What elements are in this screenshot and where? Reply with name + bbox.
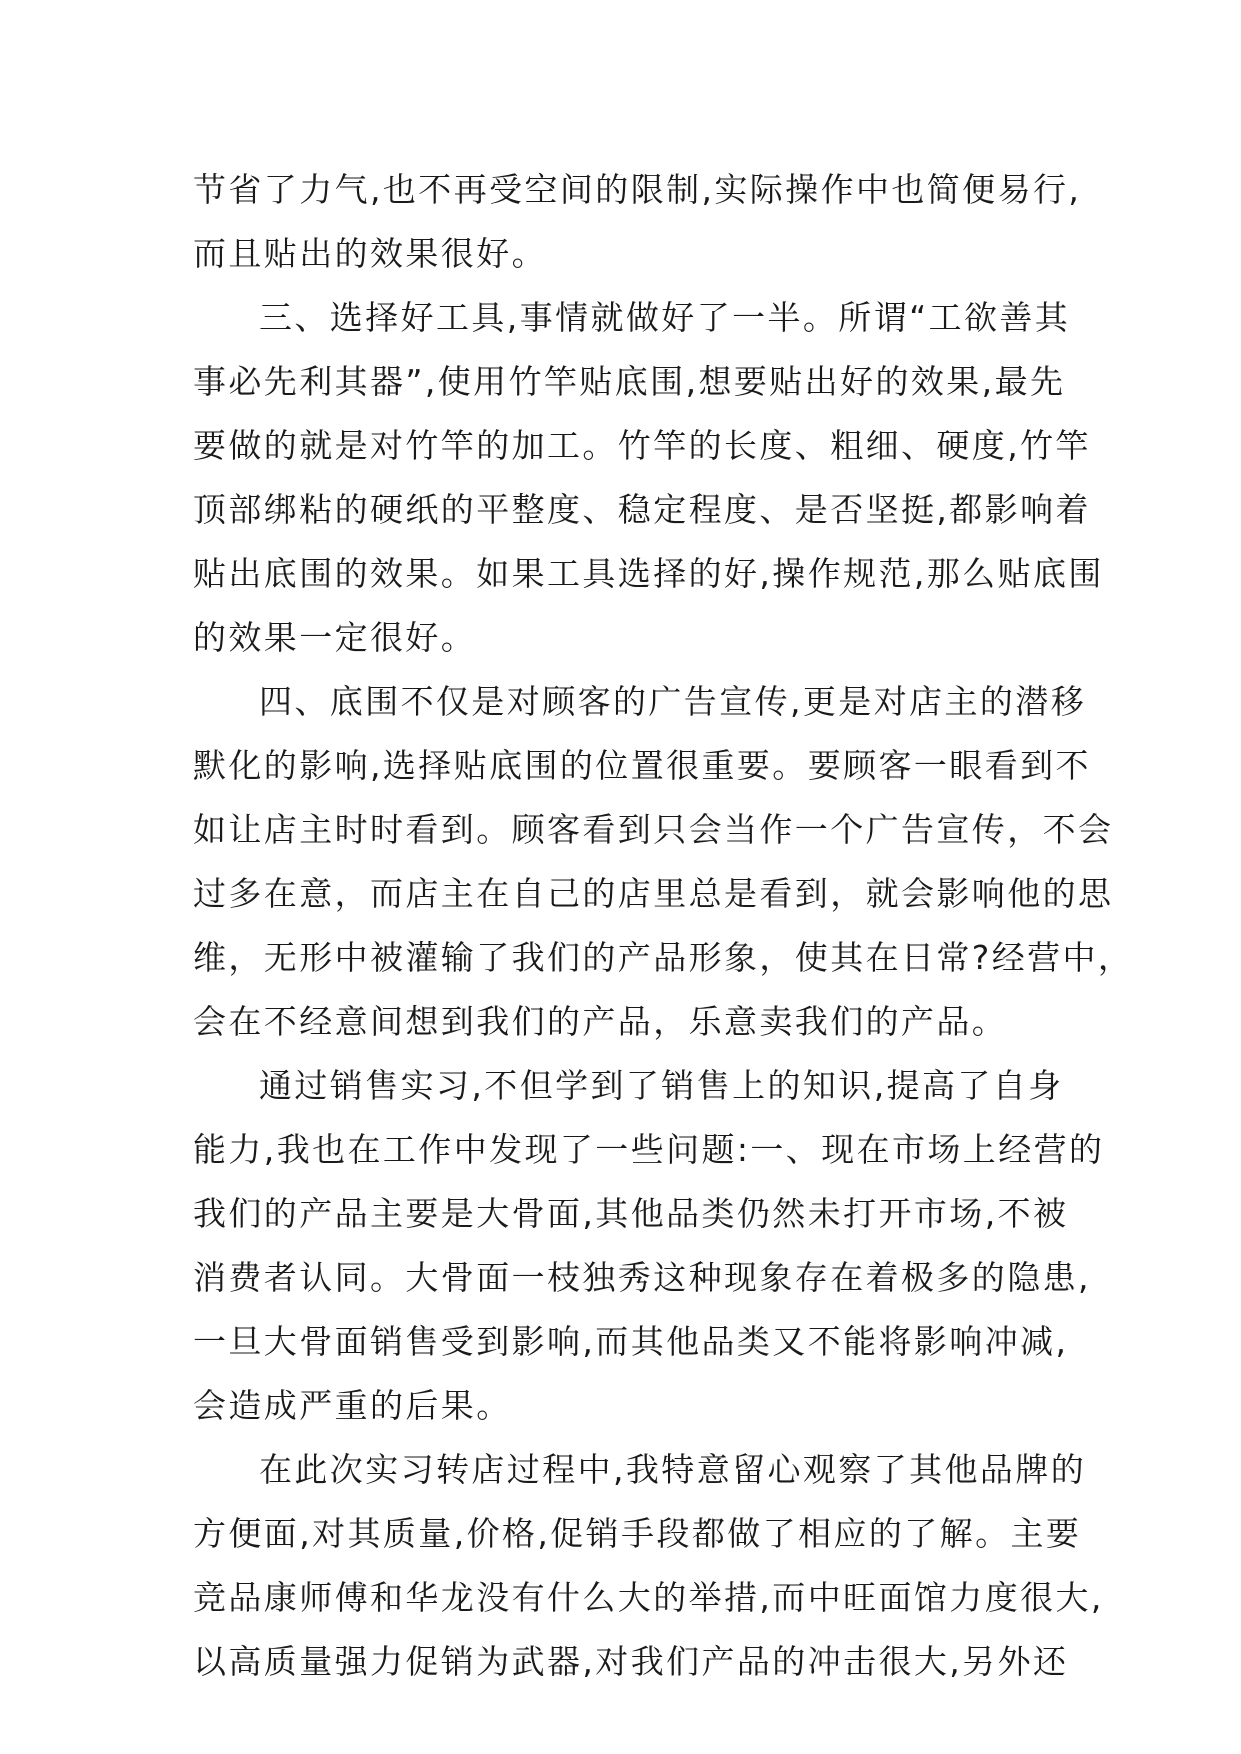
- text-line: 的效果一定很好。: [193, 618, 477, 657]
- text-line: 默化的影响,选择贴底围的位置很重要。要顾客一眼看到不: [193, 746, 1091, 785]
- text-line: 贴出底围的效果。如果工具选择的好,操作规范,那么贴底围: [193, 554, 1104, 593]
- text-line: 顶部绑粘的硬纸的平整度、稳定程度、是否坚挺,都影响着: [193, 490, 1091, 529]
- text-line: 方便面,对其质量,价格,促销手段都做了相应的了解。主要: [193, 1514, 1082, 1553]
- text-line: 过多在意，而店主在自己的店里总是看到，就会影响他的思: [193, 874, 1114, 913]
- paragraph-start-line: 三、选择好工具,事情就做好了一半。所谓“工欲善其: [259, 298, 1071, 337]
- text-line: 竞品康师傅和华龙没有什么大的举措,而中旺面馆力度很大,: [193, 1578, 1104, 1617]
- text-line: 如让店主时时看到。顾客看到只会当作一个广告宣传，不会: [193, 810, 1114, 849]
- text-line: 会造成严重的后果。: [193, 1386, 512, 1425]
- text-line: 节省了力气,也不再受空间的限制,实际操作中也简便易行,: [193, 170, 1082, 209]
- paragraph-start-line: 通过销售实习,不但学到了销售上的知识,提高了自身: [259, 1066, 1064, 1105]
- text-line: 事必先利其器”,使用竹竿贴底围,想要贴出好的效果,最先: [193, 362, 1066, 401]
- text-line: 要做的就是对竹竿的加工。竹竿的长度、粗细、硬度,竹竿: [193, 426, 1091, 465]
- text-line: 以高质量强力促销为武器,对我们产品的冲击很大,另外还: [193, 1642, 1069, 1681]
- paragraph-start-line: 在此次实习转店过程中,我特意留心观察了其他品牌的: [259, 1450, 1087, 1489]
- text-line: 会在不经意间想到我们的产品，乐意卖我们的产品。: [193, 1002, 1008, 1041]
- paragraph-start-line: 四、底围不仅是对顾客的广告宣传,更是对店主的潜移: [259, 682, 1087, 721]
- text-line: 消费者认同。大骨面一枝独秀这种现象存在着极多的隐患,: [193, 1258, 1091, 1297]
- text-line: 我们的产品主要是大骨面,其他品类仍然未打开市场,不被: [193, 1194, 1069, 1233]
- text-line: 而且贴出的效果很好。: [193, 234, 547, 273]
- text-line: 一旦大骨面销售受到影响,而其他品类又不能将影响冲减,: [193, 1322, 1069, 1361]
- text-line: 维，无形中被灌输了我们的产品形象，使其在日常?经营中，: [193, 938, 1134, 977]
- document-body: [193, 158, 1134, 1694]
- text-line: 能力,我也在工作中发现了一些问题:一、现在市场上经营的: [193, 1130, 1105, 1169]
